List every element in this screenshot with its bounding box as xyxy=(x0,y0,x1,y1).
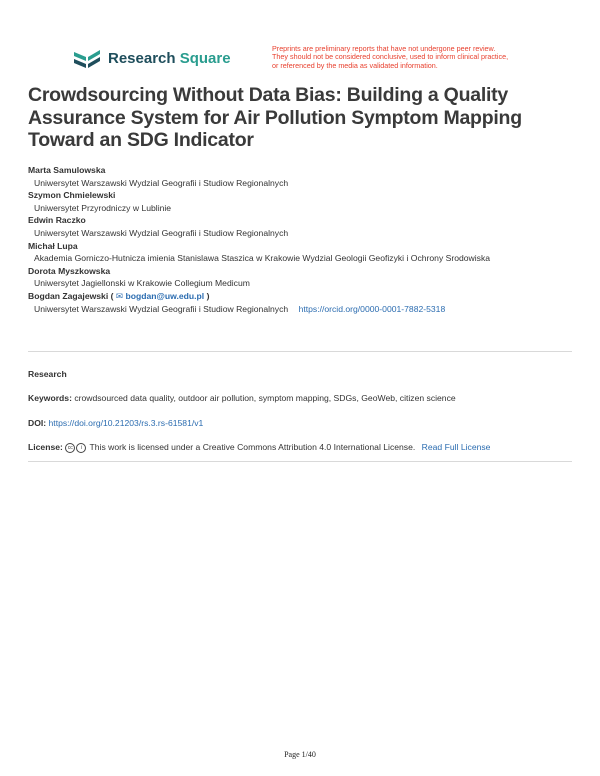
preprint-notice-line-2: They should not be considered conclusive, used to inform clinical practice, xyxy=(272,52,509,62)
category-label: Research xyxy=(28,369,67,379)
license-label: License: xyxy=(28,442,63,452)
divider xyxy=(28,461,572,462)
author-affiliation: Uniwersytet Warszawski Wydzial Geografii i Studiow Regionalnych xyxy=(34,177,289,188)
email-link[interactable] xyxy=(116,291,204,301)
paper-title: Crowdsourcing Without Data Bias: Building a Quality Assurance System for Air Pollution Symptom Mapping Toward an SDG Indicator xyxy=(28,84,522,151)
mail-icon: ✉ xyxy=(115,290,124,301)
logo-text-square: Square xyxy=(179,49,231,67)
divider xyxy=(28,351,572,352)
keywords-value: crowdsourced data quality, outdoor air pollution, symptom mapping, SDGs, GeoWeb, citizen science xyxy=(74,393,456,403)
logo-text-research: Research xyxy=(108,49,176,67)
author-name: Michał Lupa xyxy=(28,240,78,251)
page-number: Page 1/40 xyxy=(284,750,316,759)
keywords-label: Keywords: xyxy=(28,393,72,403)
corresponding-author: Bogdan Zagajewski ( ✉ bogdan@uw.edu.pl ) xyxy=(28,290,210,301)
author-list xyxy=(28,164,578,315)
email-address: bogdan@uw.edu.pl xyxy=(125,290,205,301)
cc-by-icon: i xyxy=(76,443,86,453)
author-affiliation: Uniwersytet Jagiellonski w Krakowie Collegium Medicum xyxy=(34,278,250,289)
author-affiliation: Akademia Gorniczo-Hutnicza imienia Stanislawa Staszica w Krakowie Wydzial Geologii Geofizyki i Ochrony Srodowiska xyxy=(34,253,491,264)
corresponding-author-affiliation-row xyxy=(28,303,578,316)
doi-link[interactable]: https://doi.org/10.21203/rs.3.rs-61581/v1 xyxy=(48,418,204,428)
author-affiliation: Uniwersytet Warszawski Wydzial Geografii i Studiow Regionalnych xyxy=(34,227,289,238)
doi-label: DOI: xyxy=(28,418,47,428)
cc-icon: cc xyxy=(65,443,75,453)
author-name: Edwin Raczko xyxy=(28,215,86,226)
author-affiliation: Uniwersytet Przyrodniczy w Lublinie xyxy=(34,202,172,213)
author-name: Marta Samulowska xyxy=(28,165,106,175)
research-square-logo[interactable] xyxy=(72,46,231,70)
preprint-notice-line-3: or referenced by the media as validated information. xyxy=(272,60,438,70)
article-category xyxy=(28,369,578,379)
logo-text xyxy=(108,50,231,67)
author-name: Szymon Chmielewski xyxy=(28,190,116,201)
doi-row xyxy=(28,418,578,428)
keywords-row xyxy=(28,393,578,403)
research-square-logo-icon xyxy=(72,46,102,70)
license-row xyxy=(28,442,578,453)
license-text: This work is licensed under a Creative Commons Attribution 4.0 International License. xyxy=(89,442,416,452)
orcid-link[interactable]: https://orcid.org/0000-0001-7882-5318 xyxy=(298,303,446,314)
preprint-notice-line-1: Preprints are preliminary reports that have not undergone peer review. xyxy=(272,44,496,53)
author-affiliation: Uniwersytet Warszawski Wydzial Geografii i Studiow Regionalnych xyxy=(34,303,289,314)
read-full-license-link[interactable]: Read Full License xyxy=(421,442,491,452)
preprint-notice xyxy=(272,45,562,70)
author-name: Bogdan Zagajewski xyxy=(28,290,109,301)
author-name: Dorota Myszkowska xyxy=(28,265,111,276)
